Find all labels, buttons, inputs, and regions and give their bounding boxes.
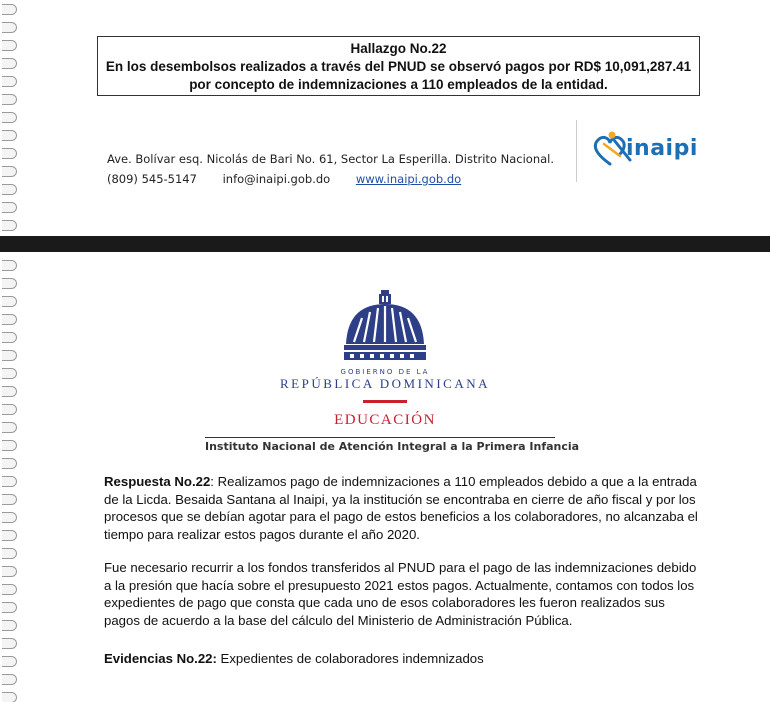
footer-address: [107, 149, 554, 189]
ministry-name: EDUCACIÓN: [334, 412, 436, 428]
response-paragraph: [104, 473, 700, 543]
evidence-label: Evidencias No.22:: [104, 651, 217, 666]
evidence-paragraph: [104, 650, 700, 668]
contact-line: [107, 169, 554, 189]
finding-title: Hallazgo No.22: [350, 41, 447, 56]
footer-divider: [576, 120, 577, 182]
page-separator: [0, 236, 770, 252]
page-top: [0, 0, 770, 236]
government-dome-emblem: [340, 288, 430, 368]
website-link[interactable]: www.inaipi.gob.do: [355, 172, 462, 186]
institute-name: Instituto Nacional de Atención Integral a la Primera Infancia: [205, 437, 555, 453]
brand-name: inaipi: [626, 136, 698, 161]
finding-line-1: En los desembolsos realizados a través del PNUD se observó pagos por RD$ 10,091,287.41: [105, 59, 692, 74]
spiral-binding: [0, 252, 22, 702]
email-text: info@inaipi.gob.do: [222, 172, 331, 186]
response-label: Respuesta No.22: [104, 474, 211, 489]
response-text: : Realizamos pago de indemnizaciones a 110 empleados debido a que a la entrada de la Licda. Besaida Santana al Inaipi, ya la institución se encontraba en cierre de año fiscal y por los procesos que se debían agotar para el pago de estos beneficios a los colaboradores, no alcanzaba el tiempo para realizar estos pagos durante el año 2020.: [104, 474, 698, 542]
page-bottom: [0, 252, 770, 702]
finding-line-2: por concepto de indemnizaciones a 110 empleados de la entidad.: [189, 77, 608, 92]
finding-box: [97, 36, 700, 96]
response-paragraph-2: Fue necesario recurrir a los fondos transferidos al PNUD para el pago de las indemnizaciones debido a la presión que hacía sobre el presupuesto 2021 estos pagos. Actualmente, contamos con todos los expedientes de pago que consta que cada uno de esos colaboradores les fueron realizados sus pagos de acuerdo a la base del cálculo del Ministerio de Administración Pública.: [104, 560, 697, 628]
evidence-text: Expedientes de colaboradores indemnizados: [216, 651, 484, 666]
gov-subtitle: GOBIERNO DE LA: [340, 368, 430, 376]
phone-text: (809) 545-5147: [107, 172, 197, 186]
red-divider: [363, 400, 407, 403]
spiral-binding: [0, 0, 22, 236]
gov-title: REPÚBLICA DOMINICANA: [280, 376, 490, 391]
address-text: Ave. Bolívar esq. Nicolás de Bari No. 61, Sector La Esperilla. Distrito Nacional.: [107, 152, 555, 166]
